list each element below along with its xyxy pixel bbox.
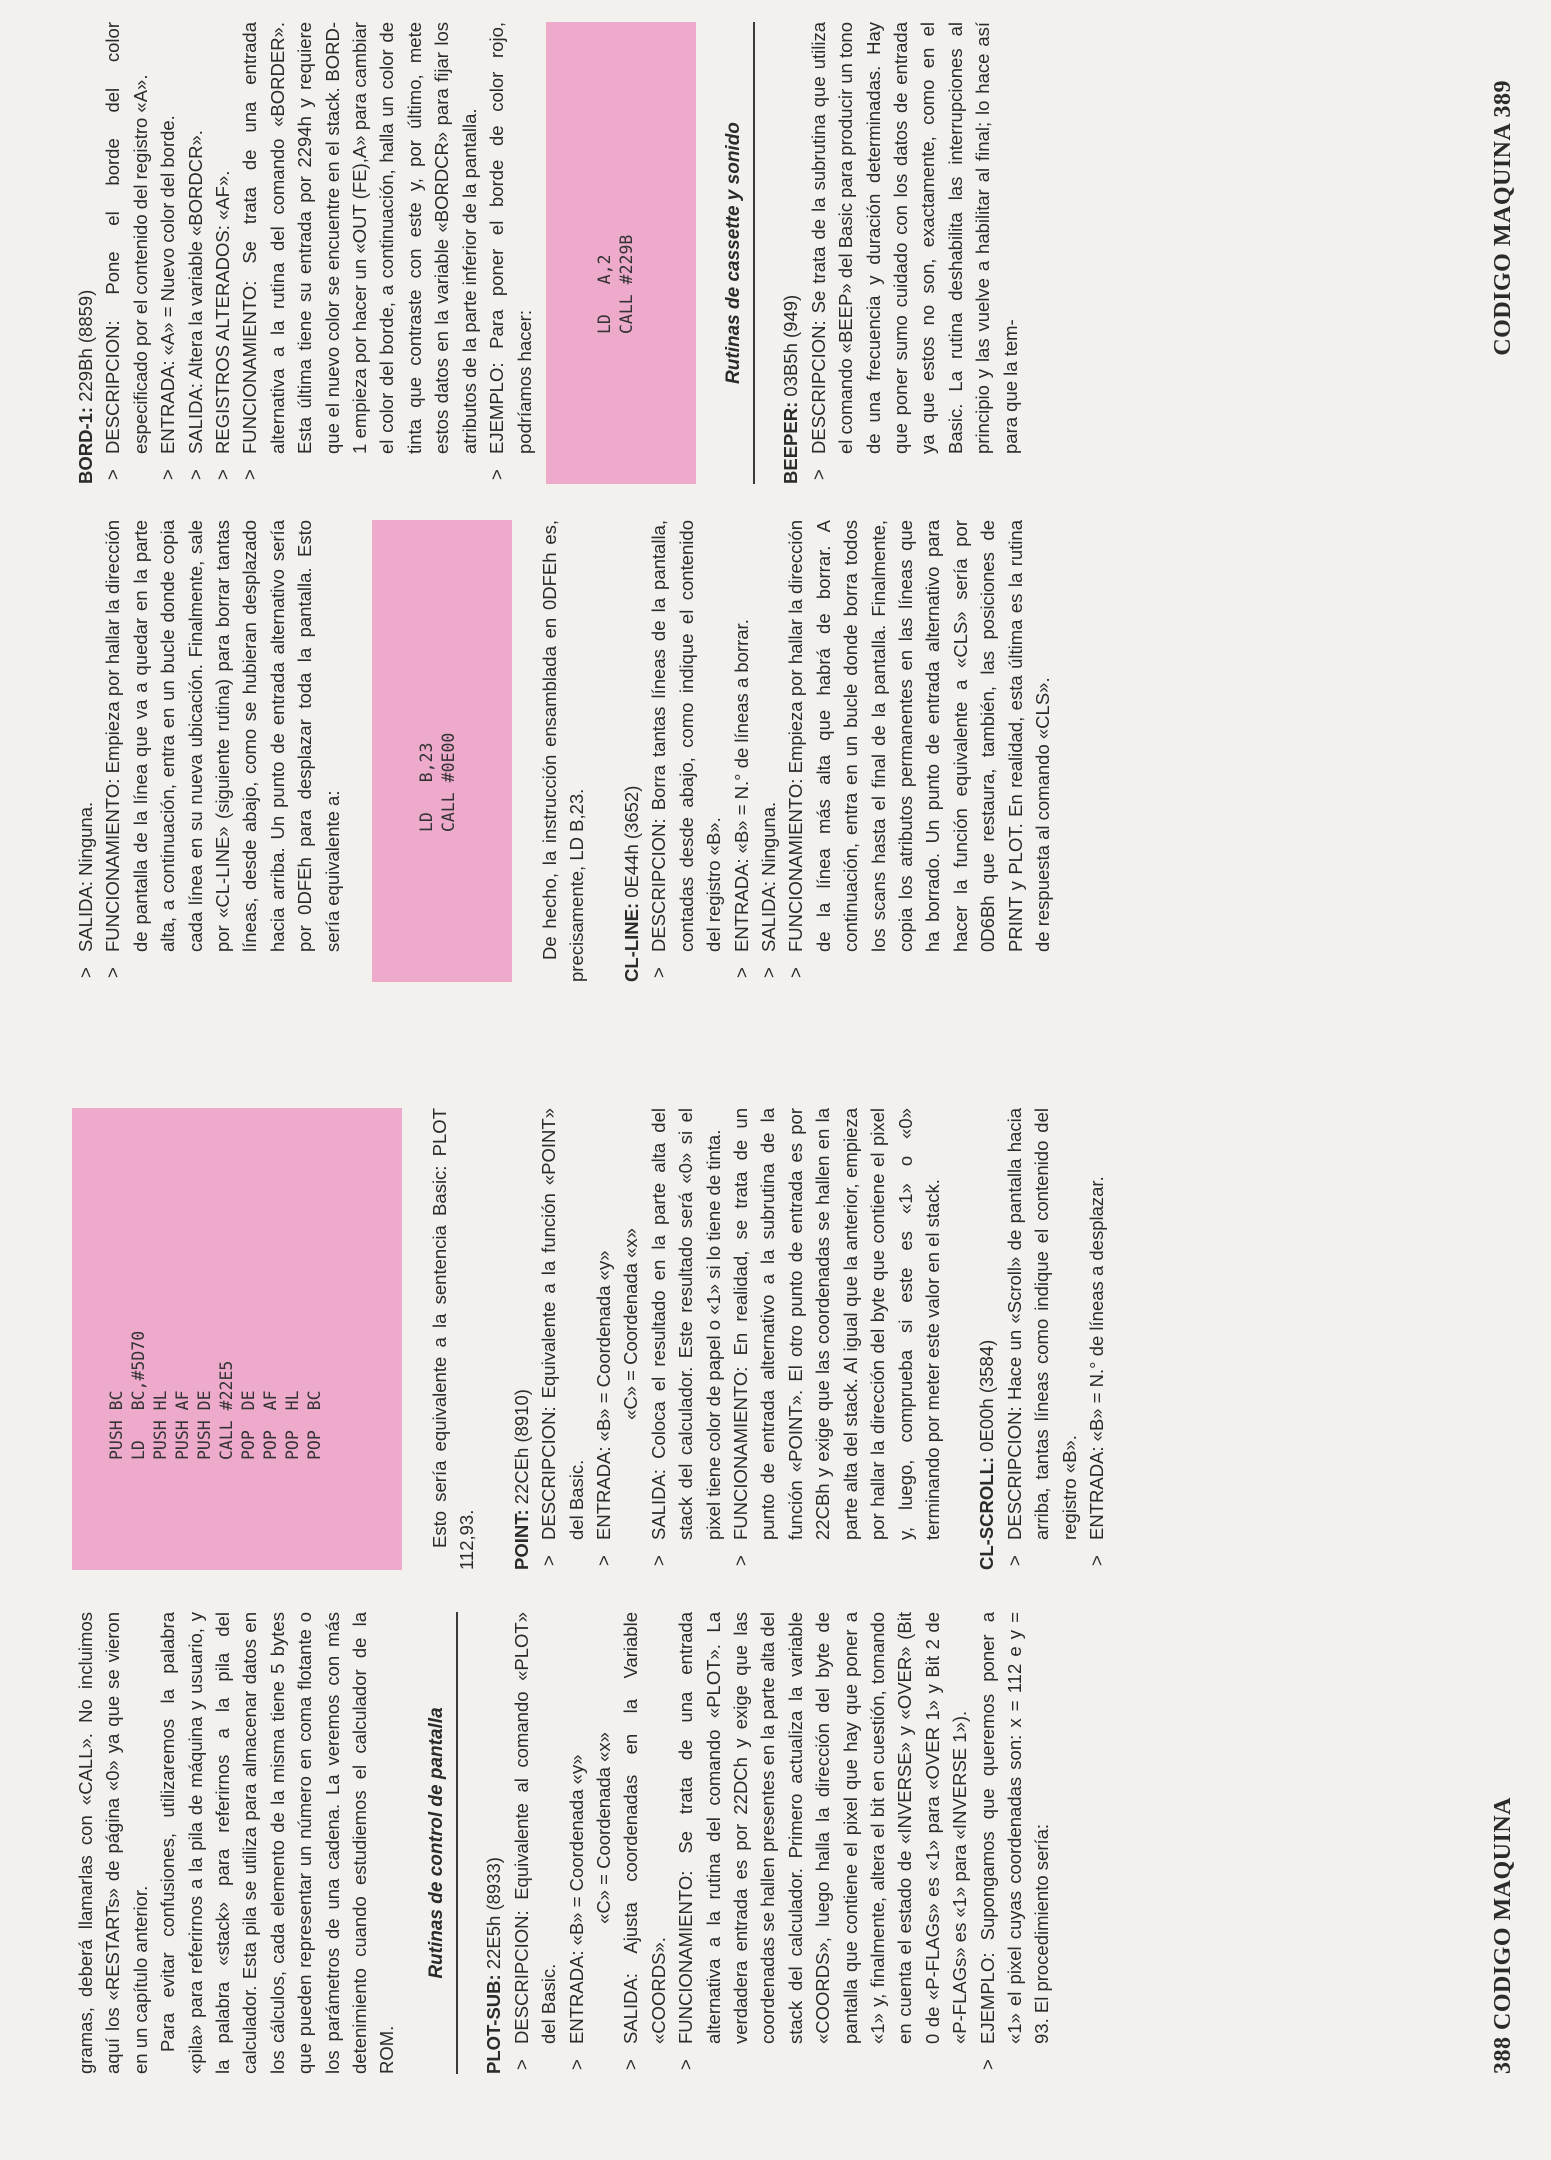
code-box [72,1108,402,1570]
code-line: CALL #0E00 [439,732,459,832]
entry-input: > ENTRADA: «A» = Nuevo color del borde. [154,22,181,484]
entry-output: > SALIDA: Ninguna. [755,520,782,982]
entry-function: > FUNCIONAMIENTO: En realidad, se trata de un punto de entrada alternativo a la subrutina de la función «POINT». El otro punto de entrada es por 22CBh y exige que las coordenadas se hallen en la parte alta del stack. Al igual que la anterior, empieza por hallar la dirección del byte que contiene el pixel y, luego, comprueba si este es «1» o «0» terminando por meter este valor en el stack. [727,1108,946,1570]
code-box [372,520,512,982]
entry-function: > FUNCIONAMIENTO: Empieza por hallar la dirección de la línea más alta que habrá de borrar. A continuación, entra en un bucle donde borra todos los scans hasta el final de la pantalla. Finalmente, copia los atributos permanentes en las líneas que ha borrado. Un punto de entrada alternativo para hacer la función equivalente a «CLS» sería por 0D6Bh que restaura, también, las posiciones de PRINT y PLOT. En realidad, esta última es la rutina de respuesta al comando «CLS». [782,520,1056,982]
entry-input-cont: «C» = Coordenada «x» [620,1228,642,1420]
paragraph: Esto sería equivalente a la sentencia Basic: PLOT 112,93. [429,1108,478,1570]
entry-input: > ENTRADA: «B» = N.° de líneas a desplazar. [1083,1108,1110,1570]
code-line: POP HL [283,1390,302,1460]
entry-example: > EJEMPLO: Supongamos que queremos poner a «1» el pixel cuyas coordenadas son: x = 112 e y = 93. El procedimiento sería: [974,1612,1056,2074]
entry-description: > DESCRIPCION: Borra tantas líneas de la pantalla, contadas desde abajo, como indique el contenido del registro «B». [645,520,727,982]
entry-function: > FUNCIONAMIENTO: Se trata de una entrada alternativa a la rutina del comando «BORDER». Esta última tiene su entrada por 2294h y requiere que el nuevo color se encuentre en el stack. BORD-1 empieza por hacer un «OUT (FE),A» para cambiar el color del borde, a continuación, halla un color de tinta que contraste con este y, por último, mete estos datos en la variable «BORDCR» para fijar los atributos de la parte inferior de la pantalla. [236,22,483,484]
entry-function: > FUNCIONAMIENTO: Se trata de una entrada alternativa a la rutina del comando «PLOT». La verdadera entrada es por 22DCh y exige que las coordenadas se hallen presentes en la parte alta del stack del calculador. Primero actualiza la variable «COORDS», luego halla la dirección del byte de pantalla que contiene el pixel que hay que poner a «1» y, finalmente, altera el bit en cuestión, tomando en cuenta el estado de «INVERSE» y «OVER» (Bit 0 de «P-FLAGs» es «1» para «OVER 1» y Bit 2 de «P-FLAGs» es «1» para «INVERSE 1»). [672,1612,973,2074]
column-3 [72,520,1056,982]
paragraph: Para evitar confusiones, utilizaremos la palabra «pila» para referirnos a la pila de máquina y usuario, y la palabra «stack» para referirnos a la pila del calculador. Esta pila se utiliza para almacenar datos en los cálculos, cada elemento de la misma tiene 5 bytes que pueden representar un número en coma flotante o los parámetros de una cadena. La veremos con más detenimiento cuando estudiemos el calculador de la ROM. [157,1612,398,2074]
routine-address: 22CEh (8910) [510,1389,532,1505]
column-2 [72,1108,1110,1570]
code-line: POP BC [305,1390,324,1460]
entry-description: > DESCRIPCION: Pone el borde del color especificado por el contenido del registro «A». [99,22,154,484]
routine-address: 0E44h (3652) [620,785,642,898]
code-listing [416,733,460,832]
section-heading: Rutinas de cassette y sonido [720,22,755,484]
entry-description: > DESCRIPCION: Equivalente al comando «PLOT» del Basic. [508,1612,563,2074]
entry-input: > ENTRADA: «B» = Coordenada «y» [563,1612,590,2074]
page-number: CODIGO MAQUINA 389 [1490,80,1516,356]
code-line: CALL #229B [616,234,636,334]
entry-description: > DESCRIPCION: Hace un «Scroll» de pantalla hacia arriba, tantas líneas como indique el contenido del registro «B». [1001,1108,1083,1570]
routine-heading [480,1612,507,2074]
column-1 [72,1612,1056,2074]
code-line: LD BC,#5D70 [129,1330,148,1460]
entry-registers: > REGISTROS ALTERADOS: «AF». [209,22,236,484]
entry-output: > SALIDA: Altera la variable «BORDCR». [182,22,209,484]
code-listing [106,1331,326,1460]
column-4 [72,22,1024,484]
routine-address: 229Bh (8859) [75,289,96,402]
entry-description: > DESCRIPCION: Se trata de la subrutina que utiliza el comando «BEEP» del Basic para producir un tono de una frecuencia y duración determinadas. Hay que poner sumo cuidado con los datos de entrada ya que estos no son, exactamente, como en el Basic. La rutina deshabilita las interrupciones al principio y las vuelve a habilitar al final; lo hace así para que la tem- [805,22,1024,484]
routine-address: 22E5h (8933) [483,1857,505,1970]
entry-example: > EJEMPLO: Para poner el borde de color rojo, podríamos hacer: [483,22,538,484]
routine-name: BEEPER: [780,401,802,484]
routine-name: PLOT-SUB: [483,1974,505,2074]
section-heading: Rutinas de control de pantalla [423,1612,458,2074]
code-box [546,22,696,484]
routine-address: 0E00h (3584) [976,1339,998,1452]
entry-output: > SALIDA: Coloca el resultado en la parte alta del stack del calculador. Este resultado será «0» si el pixel tiene color de papel o «1» si lo tiene de tinta. [645,1108,727,1570]
code-line: PUSH DE [195,1390,214,1460]
routine-heading [508,1108,535,1570]
code-line: CALL #22E5 [217,1360,236,1460]
routine-heading [973,1108,1000,1570]
entry-input: > ENTRADA: «B» = Coordenada «y» [590,1108,617,1570]
routine-heading [72,22,99,484]
routine-name: CL-LINE: [620,902,642,982]
routine-name: CL-SCROLL: [976,1456,998,1570]
routine-heading [618,520,645,982]
routine-heading [777,22,804,484]
routine-name: POINT: [510,1509,532,1570]
code-line: POP AF [261,1390,280,1460]
code-line: LD A,2 [594,254,614,334]
routine-address: 03B5h (949) [780,294,802,397]
code-line: PUSH HL [151,1390,170,1460]
code-listing [594,235,638,334]
routine-name: BORD-1: [75,406,96,484]
code-line: PUSH AF [173,1390,192,1460]
paragraph: gramas, deberá llamarlas con «CALL». No incluimos aquí los «RESTARTs» de página «0» ya que se vieron en un capítulo anterior. [75,1612,151,2074]
code-line: POP DE [239,1390,258,1460]
entry-input-cont: «C» = Coordenada «x» [592,1732,614,1924]
paragraph: De hecho, la instrucción ensamblada en 0DFEh es, precisamente, LD B,23. [539,520,588,982]
entry-output: > SALIDA: Ajusta coordenadas en la Variable «COORDS». [617,1612,672,2074]
code-line: PUSH BC [107,1390,126,1460]
entry-output: > SALIDA: Ninguna. [72,520,99,982]
entry-description: > DESCRIPCION: Equivalente a la función «POINT» del Basic. [535,1108,590,1570]
page-number: 388 CODIGO MAQUINA [1490,1797,1516,2074]
code-line: LD B,23 [417,742,437,832]
entry-input: > ENTRADA: «B» = N.° de líneas a borrar. [728,520,755,982]
entry-function: > FUNCIONAMIENTO: Empieza por hallar la dirección de pantalla de la línea que va a quedar en la parte alta, a continuación, entra en un bucle donde copia cada línea en su nueva ubicación. Finalmente, sale por «CL-LINE» (siguiente rutina) para borrar tantas líneas, desde abajo, como se hubieran desplazado hacia arriba. Un punto de entrada alternativo sería por 0DFEh para desplazar toda la pantalla. Esto sería equivalente a: [99,520,346,982]
